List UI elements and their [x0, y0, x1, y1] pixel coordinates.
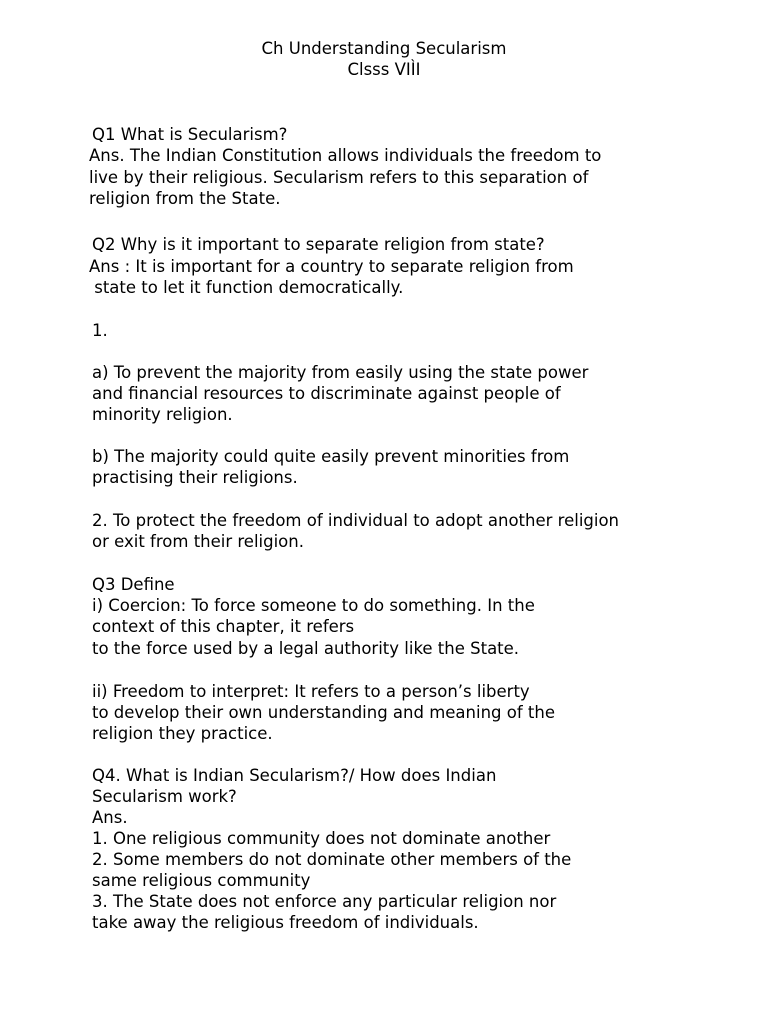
q4-answer-label: Ans.	[92, 808, 128, 827]
q4-point-line: same religious community	[92, 871, 311, 890]
q1-answer-line: Ans. The Indian Constitution allows individuals the freedom to	[89, 146, 602, 165]
q3-question: Q3 Define	[92, 575, 175, 594]
q4-question-line: Secularism work?	[92, 787, 237, 806]
q4-question-line: Q4. What is Indian Secularism?/ How does Indian	[92, 766, 497, 785]
q3-part-ii-line: religion they practice.	[92, 724, 273, 743]
q2-point-a-line: and financial resources to discriminate against people of	[92, 384, 561, 403]
q4-point-line: 2. Some members do not dominate other members of the	[92, 850, 572, 869]
q4-point-line: 1. One religious community does not dominate another	[92, 829, 551, 848]
q2-answer-line: state to let it function democratically.	[89, 278, 404, 297]
q3-part-ii-line: ii) Freedom to interpret: It refers to a person’s liberty	[92, 682, 530, 701]
document-title: Ch Understanding Secularism	[261, 39, 507, 58]
q2-point-a-line: minority religion.	[92, 405, 233, 424]
q4-point-line: 3. The State does not enforce any particular religion nor	[92, 892, 557, 911]
q1-answer-line: live by their religious. Secularism refers to this separation of	[89, 168, 589, 187]
q2-answer-line: Ans : It is important for a country to separate religion from	[89, 257, 574, 276]
q1-question: Q1 What is Secularism?	[92, 125, 288, 144]
q3-part-ii-line: to develop their own understanding and meaning of the	[92, 703, 555, 722]
q1-answer-line: religion from the State.	[89, 189, 281, 208]
q2-point-b-line: practising their religions.	[92, 468, 298, 487]
q2-question: Q2 Why is it important to separate religion from state?	[92, 235, 545, 254]
q4-point-line: take away the religious freedom of individuals.	[92, 913, 479, 932]
q3-part-i-line: context of this chapter, it refers	[92, 617, 355, 636]
document-subtitle: Clsss VIÌI	[347, 60, 421, 79]
q2-point-b-line: b) The majority could quite easily prevent minorities from	[92, 447, 570, 466]
q3-part-i-line: to the force used by a legal authority like the State.	[92, 639, 520, 658]
q2-point-1: 1.	[92, 321, 108, 340]
q3-part-i-line: i) Coercion: To force someone to do something. In the	[92, 596, 535, 615]
q2-point-2-line: 2. To protect the freedom of individual to adopt another religion	[92, 511, 620, 530]
q2-point-a-line: a) To prevent the majority from easily using the state power	[92, 363, 589, 382]
q2-point-2-line: or exit from their religion.	[92, 532, 304, 551]
